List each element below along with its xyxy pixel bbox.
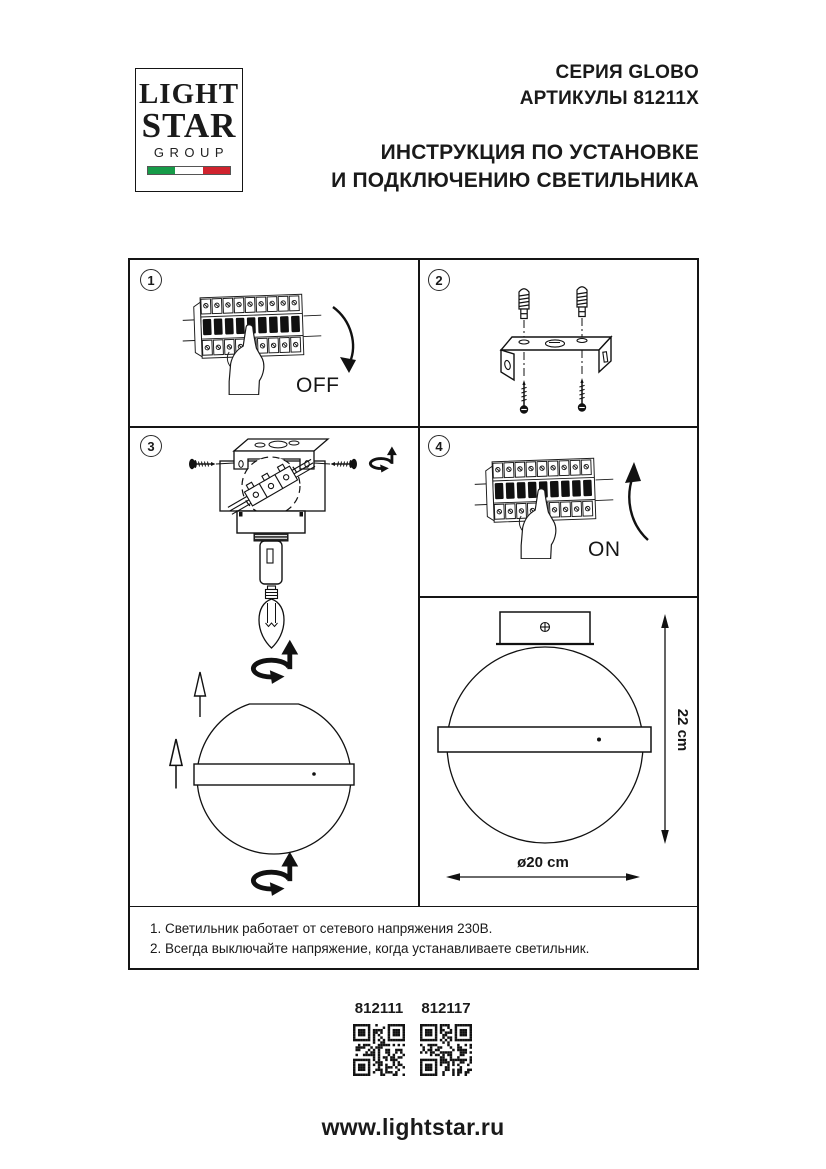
articles-title: АРТИКУЛЫ 81211X (519, 88, 699, 109)
logo-word-light: LIGHT (138, 78, 240, 110)
screw-rotation-icon (370, 447, 396, 473)
instruction-title (331, 139, 699, 195)
website-url: www.lightstar.ru (321, 1114, 505, 1140)
step-3-panel (130, 426, 418, 906)
globe-band (194, 764, 354, 785)
lightstar-logo (135, 68, 243, 192)
step-4-number-badge: 4 (428, 435, 450, 457)
safety-notes (130, 906, 697, 968)
instruction-title-line2: И ПОДКЛЮЧЕНИЮ СВЕТИЛЬНИКА (331, 169, 699, 192)
globe-band (438, 727, 651, 752)
shade-rotation-icon (253, 852, 298, 896)
header-series-block (520, 60, 699, 112)
logo-word-star: STAR (141, 106, 237, 145)
mounting-bracket-illustration (418, 260, 697, 426)
instruction-title-line1: ИНСТРУКЦИЯ ПО УСТАНОВКЕ (380, 141, 699, 164)
qr-code-2 (420, 1024, 472, 1076)
right-screw-icon (331, 459, 358, 469)
logo-word-group: GROUP (153, 145, 230, 160)
qr-code-1 (353, 1024, 405, 1076)
up-arrow-icon (195, 672, 206, 717)
arrow-up-icon (620, 460, 654, 544)
model-number-1: 812111 (354, 1000, 404, 1017)
diameter-dimension-label: ø20 cm (517, 854, 569, 871)
step-2-number-badge: 2 (428, 269, 450, 291)
step-2-panel (418, 260, 697, 426)
step-4-panel (418, 426, 697, 596)
fixture-dimensions-illustration (418, 596, 697, 906)
cup-screw-icon (541, 623, 550, 632)
arrow-down-icon (328, 304, 362, 374)
left-screw-icon (189, 459, 216, 469)
model-number-2: 812117 (421, 1000, 471, 1017)
flag-green-segment (148, 167, 175, 174)
dimensions-panel (418, 596, 697, 906)
qr-code-image (353, 1024, 405, 1076)
height-dimension-label: 22 cm (674, 708, 691, 752)
note-line-1: 1. Светильник работает от сетевого напряжения 230В. (150, 921, 493, 936)
step-1-panel (130, 260, 418, 426)
note-line-2: 2. Всегда выключайте напряжение, когда устанавливаете светильник. (150, 941, 590, 956)
bulb-icon (259, 586, 284, 648)
bulb-rotation-icon (253, 640, 298, 684)
step-1-number-badge: 1 (140, 269, 162, 291)
off-label: OFF (296, 374, 340, 397)
series-title: СЕРИЯ GLOBO (555, 62, 699, 83)
on-label: ON (588, 538, 621, 561)
step-3-number-badge: 3 (140, 435, 162, 457)
italian-flag-bar (147, 166, 231, 175)
flag-white-segment (175, 167, 202, 174)
height-dimension (661, 614, 669, 844)
steps-grid (128, 258, 699, 970)
diameter-dimension (446, 873, 640, 881)
up-arrow-icon (170, 739, 182, 789)
qr-code-image (420, 1024, 472, 1076)
fixture-assembly-illustration (130, 426, 418, 906)
flag-red-segment (203, 167, 230, 174)
